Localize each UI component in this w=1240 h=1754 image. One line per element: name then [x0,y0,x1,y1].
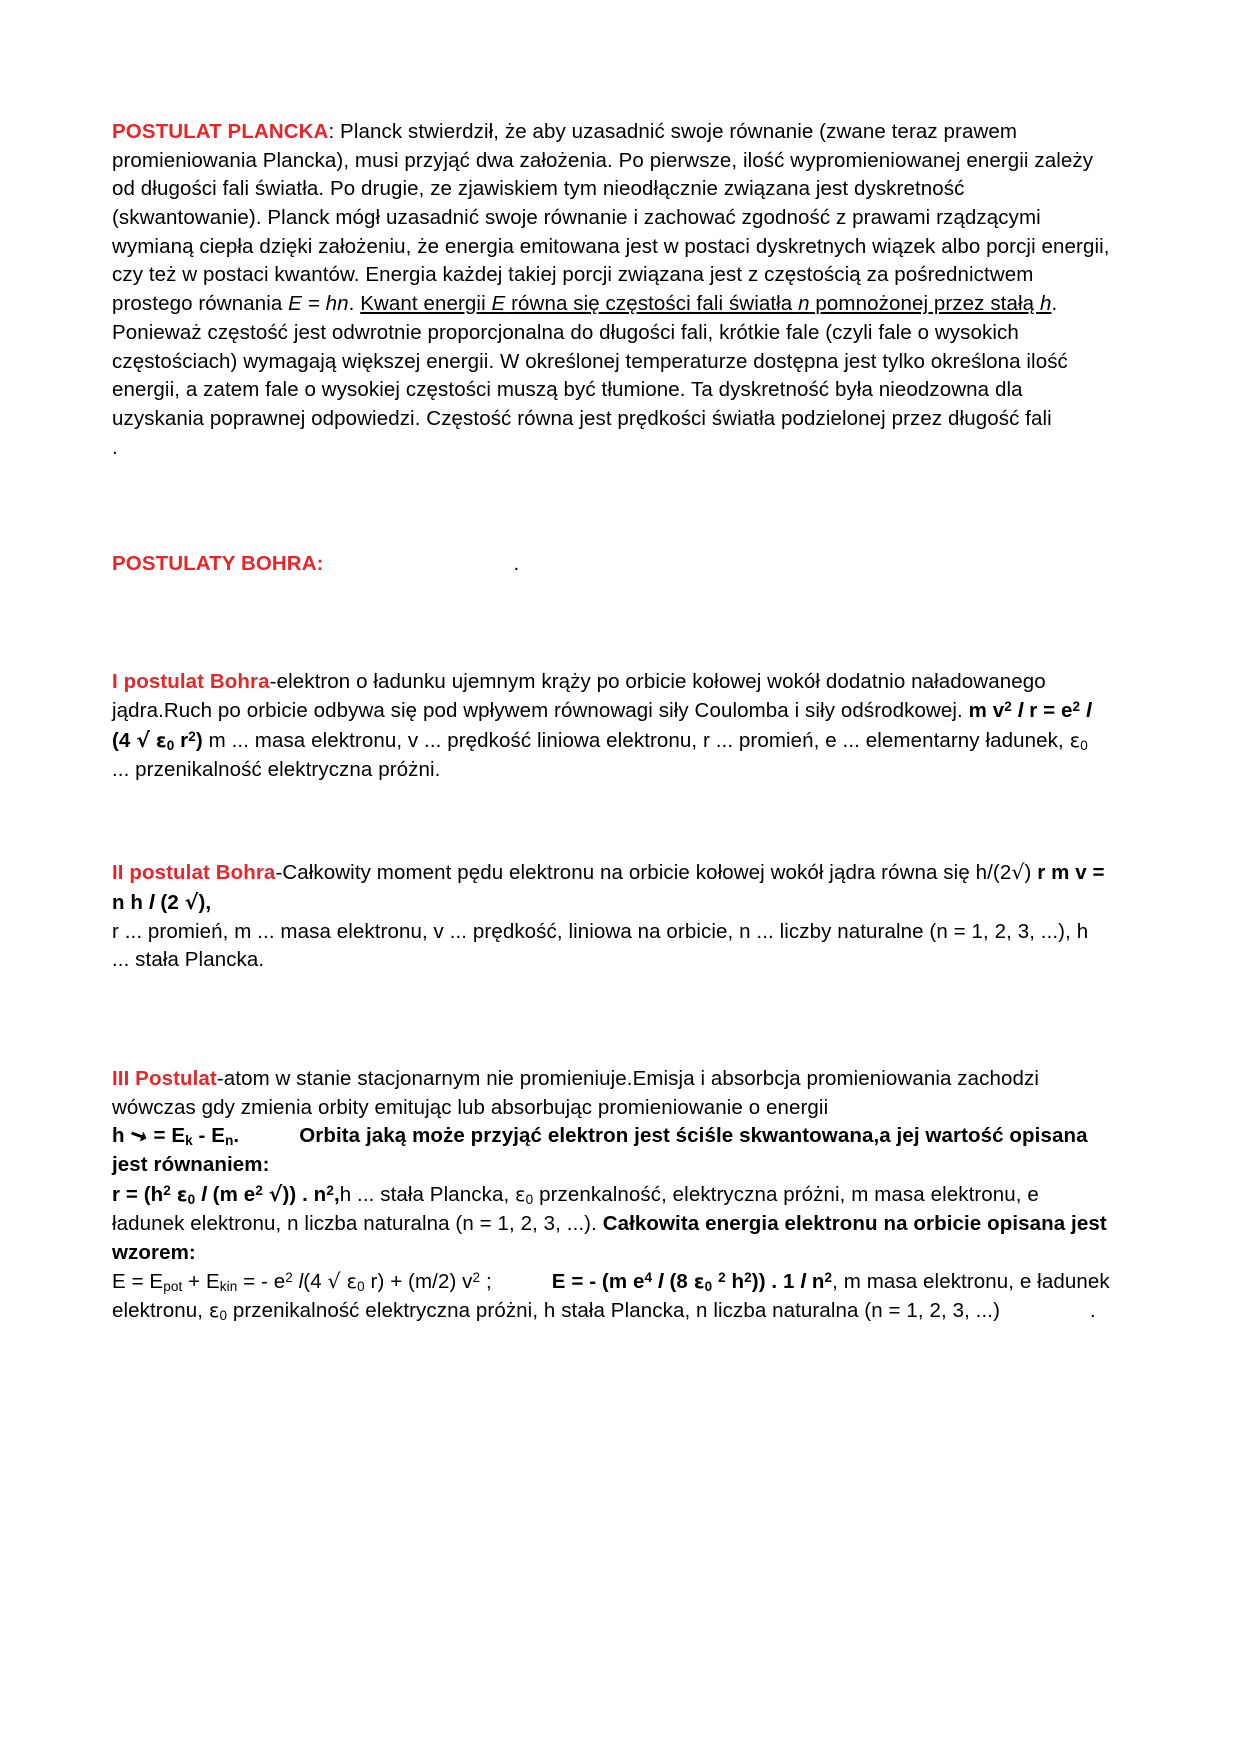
ii-postulat-formula: r m v = n h l (2 √), [112,861,1105,914]
spacer-2 [112,578,1110,668]
iii-postulat-text-1: -atom w stanie stacjonarnym nie promieniuje.Emisja i absorbcja promieniowania zachodzi wówczas gdy zmienia orbity emitując lub absorbując promieniowanie o energii [112,1066,1040,1119]
plancka-body-2: . [348,292,361,316]
i-postulat-text-1: -elektron o ładunku ujemnym krąży po orbicie kołowej wokół dodatnio naładowanego jądra.Ruch po orbicie odbywa się pod wpływem równowagi siły Coulomba i siły odśrodkowej. [112,670,1046,722]
plancka-body-1: : Planck stwierdził, że aby uzasadnić swoje równanie (zwane teraz prawem promieniowania Plancka), musi przyjąć dwa założenia. Po pierwsze, ilość wypromieniowanej energii zależy od długości fali światła. Po drugie, ze zjawiskiem tym nieodłącznie związana jest dyskretność (skwantowanie). Planck mógł uzasadnić swoje równanie i zachować zgodność z prawami rządzącymi wymianą ciepła dzięki założeniu, że energia emitowana jest w postaci dyskretnych wiązek albo porcji energii, czy też w postaci kwantów. Energia każdej takiej porcji związana jest z częstością za pośrednictwem prostego równania [112,120,1110,316]
section-postulaty-bohra [112,550,1110,579]
plancka-underlined-1: Kwant energii [360,292,492,316]
plancka-body-3: . Ponieważ częstość jest odwrotnie proporcjonalna do długości fali, krótkie fale (czyli fale o wysokich częstościach) wymagają większej energii. W określonej temperaturze dostępna jest tylko określona ilość energii, a zatem fale o wysokiej częstości muszą być tłumione. Ta dyskretność była nieodzowna dla uzyskania poprawnej odpowiedzi. Częstość równa jest prędkości światła podzielonej przez długość fali [112,292,1068,430]
plancka-underlined-3: pomnożonej przez stałą [809,292,1040,316]
section-postulat-plancka [112,118,1110,434]
plancka-trailing-dot: . [112,435,118,459]
iii-postulat-bold-2: Orbita jaką może przyjąć elektron jest ściśle skwantowana,a jej wartość opisana jest równaniem: [112,1124,1088,1177]
iii-formula-E: $E = E_{pot} + E_{kin}$ = - $e^2$ l(4 √ $\varepsilon_0$ r) + (m/2) $v^2$ ; [112,1269,492,1295]
document-body [112,118,1110,1326]
iii-formula-energy: h ➞ = $E_k - E_n$. [112,1122,240,1150]
iii-postulat-text-2: h ... stała Plancka, $\varepsilon_0$ przenkalność, elektryczna próżni, m masa elektronu, e ładunek elektronu, n liczba naturalna (n = 1, 2, 3, ...). Całkowita energia elektronu na orbicie opisana jest wzorem: [112,1182,1107,1264]
i-postulat-formula: m $v^2$ l $r = e^2$ l (4 √ $\varepsilon_0$ $r^2$) [112,698,1092,753]
plancka-formula-1: E = hn [288,292,349,316]
section-ii-postulat [112,858,1110,917]
ii-postulat-text-1: -Całkowity moment pędu elektronu na orbicie kołowej wokół jądra równa się h/(2√) [275,860,1038,885]
heading-iii-postulat: III Postulat [112,1066,217,1090]
iii-postulat-bold-line-1 [112,1122,1110,1180]
section-heading-plancka: POSTULAT PLANCKA [112,120,329,143]
i-postulat-text-2: m ... masa elektronu, v ... prędkość liniowa elektronu, r ... promień, e ... elementarny ładunek, $\varepsilon_0$ ... przenikalność elektryczna próżni. [112,728,1088,781]
spacer-4 [112,975,1110,1065]
heading-i-postulat: I postulat Bohra [112,670,270,694]
ii-postulat-text-2: r ... promień, m ... masa elektronu, v ... prędkość, liniowa na orbicie, n ... liczby naturalne (n = 1, 2, 3, ...), h ... stała Plancka. [112,919,1089,972]
plancka-underlined-n: n [798,292,810,316]
iii-postulat-formula-E-line [112,1267,1110,1326]
plancka-underlined-E: E [491,292,506,316]
section-i-postulat [112,668,1110,784]
iii-formula-r: $r = (h^2$ $\varepsilon_0$ l (m $e^2$ √)) . $n^2$, [112,1181,340,1207]
iii-formula-E2: E = - (m $e^4$ l (8 $\varepsilon_0$ $^2$ $h^2$)) . 1 l $n^2$ [551,1270,833,1295]
heading-ii-postulat: II postulat Bohra [112,861,276,885]
iii-postulat-text-3: , m masa elektronu, e ładunek elektronu, $\varepsilon_0$ przenikalność elektryczna próżni, h stała Plancka, n liczba naturalna (n = 1, 2, 3, ...) . [112,1270,1110,1324]
spacer-1 [112,460,1110,550]
section-iii-postulat [112,1065,1110,1122]
spacer-3 [112,784,1110,858]
plancka-underlined-2: równa się częstości fali światła [505,292,799,316]
iii-postulat-formula-r-line [112,1180,1110,1267]
plancka-underlined-h: h [1039,292,1052,316]
bohra-trailing-dot: . [513,551,520,575]
section-heading-bohra: POSTULATY BOHRA: [112,551,324,575]
